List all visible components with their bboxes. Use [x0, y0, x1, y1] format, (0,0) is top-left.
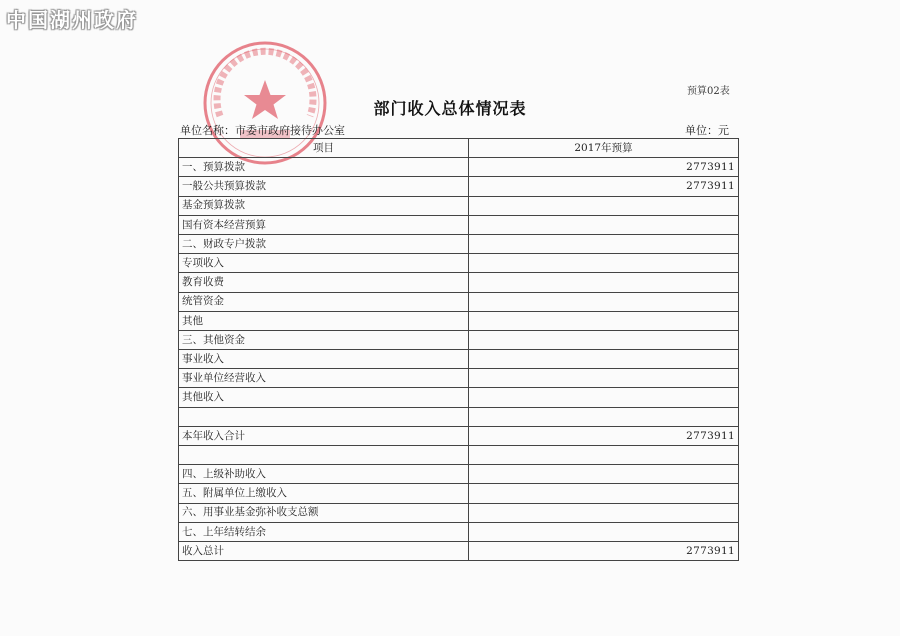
row-value — [469, 196, 739, 215]
table-row — [179, 273, 739, 292]
row-label: 统管资金 — [179, 292, 469, 311]
row-value — [469, 484, 739, 503]
table-row — [179, 196, 739, 215]
row-value — [469, 503, 739, 522]
table-row — [179, 158, 739, 177]
row-label — [179, 407, 469, 426]
row-value — [469, 522, 739, 541]
row-value — [469, 292, 739, 311]
page-title: 部门收入总体情况表 — [373, 99, 527, 118]
row-label: 本年收入合计 — [179, 426, 469, 445]
table-row — [179, 292, 739, 311]
unit-name: 单位名称：市委市政府接待办公室 — [180, 124, 345, 137]
row-value — [469, 388, 739, 407]
row-label: 二、财政专户拨款 — [179, 234, 469, 253]
row-value — [469, 407, 739, 426]
row-label: 其他收入 — [179, 388, 469, 407]
row-value: 2773911 — [469, 426, 739, 445]
row-label: 四、上级补助收入 — [179, 465, 469, 484]
table-row — [179, 446, 739, 465]
table-row — [179, 330, 739, 349]
row-label: 专项收入 — [179, 254, 469, 273]
row-value — [469, 465, 739, 484]
row-label: 基金预算拨款 — [179, 196, 469, 215]
row-label — [179, 446, 469, 465]
row-value — [469, 273, 739, 292]
table-row — [179, 407, 739, 426]
table-row — [179, 177, 739, 196]
table-row — [179, 350, 739, 369]
unit-measure: 单位：元 — [685, 124, 729, 137]
table-row — [179, 388, 739, 407]
header-item: 项目 — [179, 139, 469, 158]
row-label: 一般公共预算拨款 — [179, 177, 469, 196]
row-label: 事业收入 — [179, 350, 469, 369]
row-value: 2773911 — [469, 177, 739, 196]
budget-table — [178, 138, 739, 561]
row-value — [469, 369, 739, 388]
row-label: 一、预算拨款 — [179, 158, 469, 177]
row-label: 教育收费 — [179, 273, 469, 292]
table-row — [179, 522, 739, 541]
table-row — [179, 426, 739, 445]
row-label: 六、用事业基金弥补收支总额 — [179, 503, 469, 522]
table-row — [179, 484, 739, 503]
row-label: 五、附属单位上缴收入 — [179, 484, 469, 503]
site-watermark: 中国湖州政府 — [6, 8, 138, 32]
row-value — [469, 254, 739, 273]
row-value — [469, 215, 739, 234]
table-row — [179, 215, 739, 234]
row-value — [469, 311, 739, 330]
table-row — [179, 254, 739, 273]
table-row — [179, 311, 739, 330]
row-label: 收入总计 — [179, 541, 469, 560]
row-value: 2773911 — [469, 541, 739, 560]
row-value — [469, 446, 739, 465]
row-label: 其他 — [179, 311, 469, 330]
row-label: 三、其他资金 — [179, 330, 469, 349]
form-code: 预算02表 — [687, 86, 730, 97]
table-header-row — [179, 139, 739, 158]
row-label: 事业单位经营收入 — [179, 369, 469, 388]
table-row — [179, 234, 739, 253]
row-label: 国有资本经营预算 — [179, 215, 469, 234]
header-budget: 2017年预算 — [469, 139, 739, 158]
row-value — [469, 234, 739, 253]
table-row — [179, 541, 739, 560]
table-row — [179, 503, 739, 522]
row-value: 2773911 — [469, 158, 739, 177]
row-value — [469, 350, 739, 369]
table-row — [179, 369, 739, 388]
table-row — [179, 465, 739, 484]
row-label: 七、上年结转结余 — [179, 522, 469, 541]
row-value — [469, 330, 739, 349]
